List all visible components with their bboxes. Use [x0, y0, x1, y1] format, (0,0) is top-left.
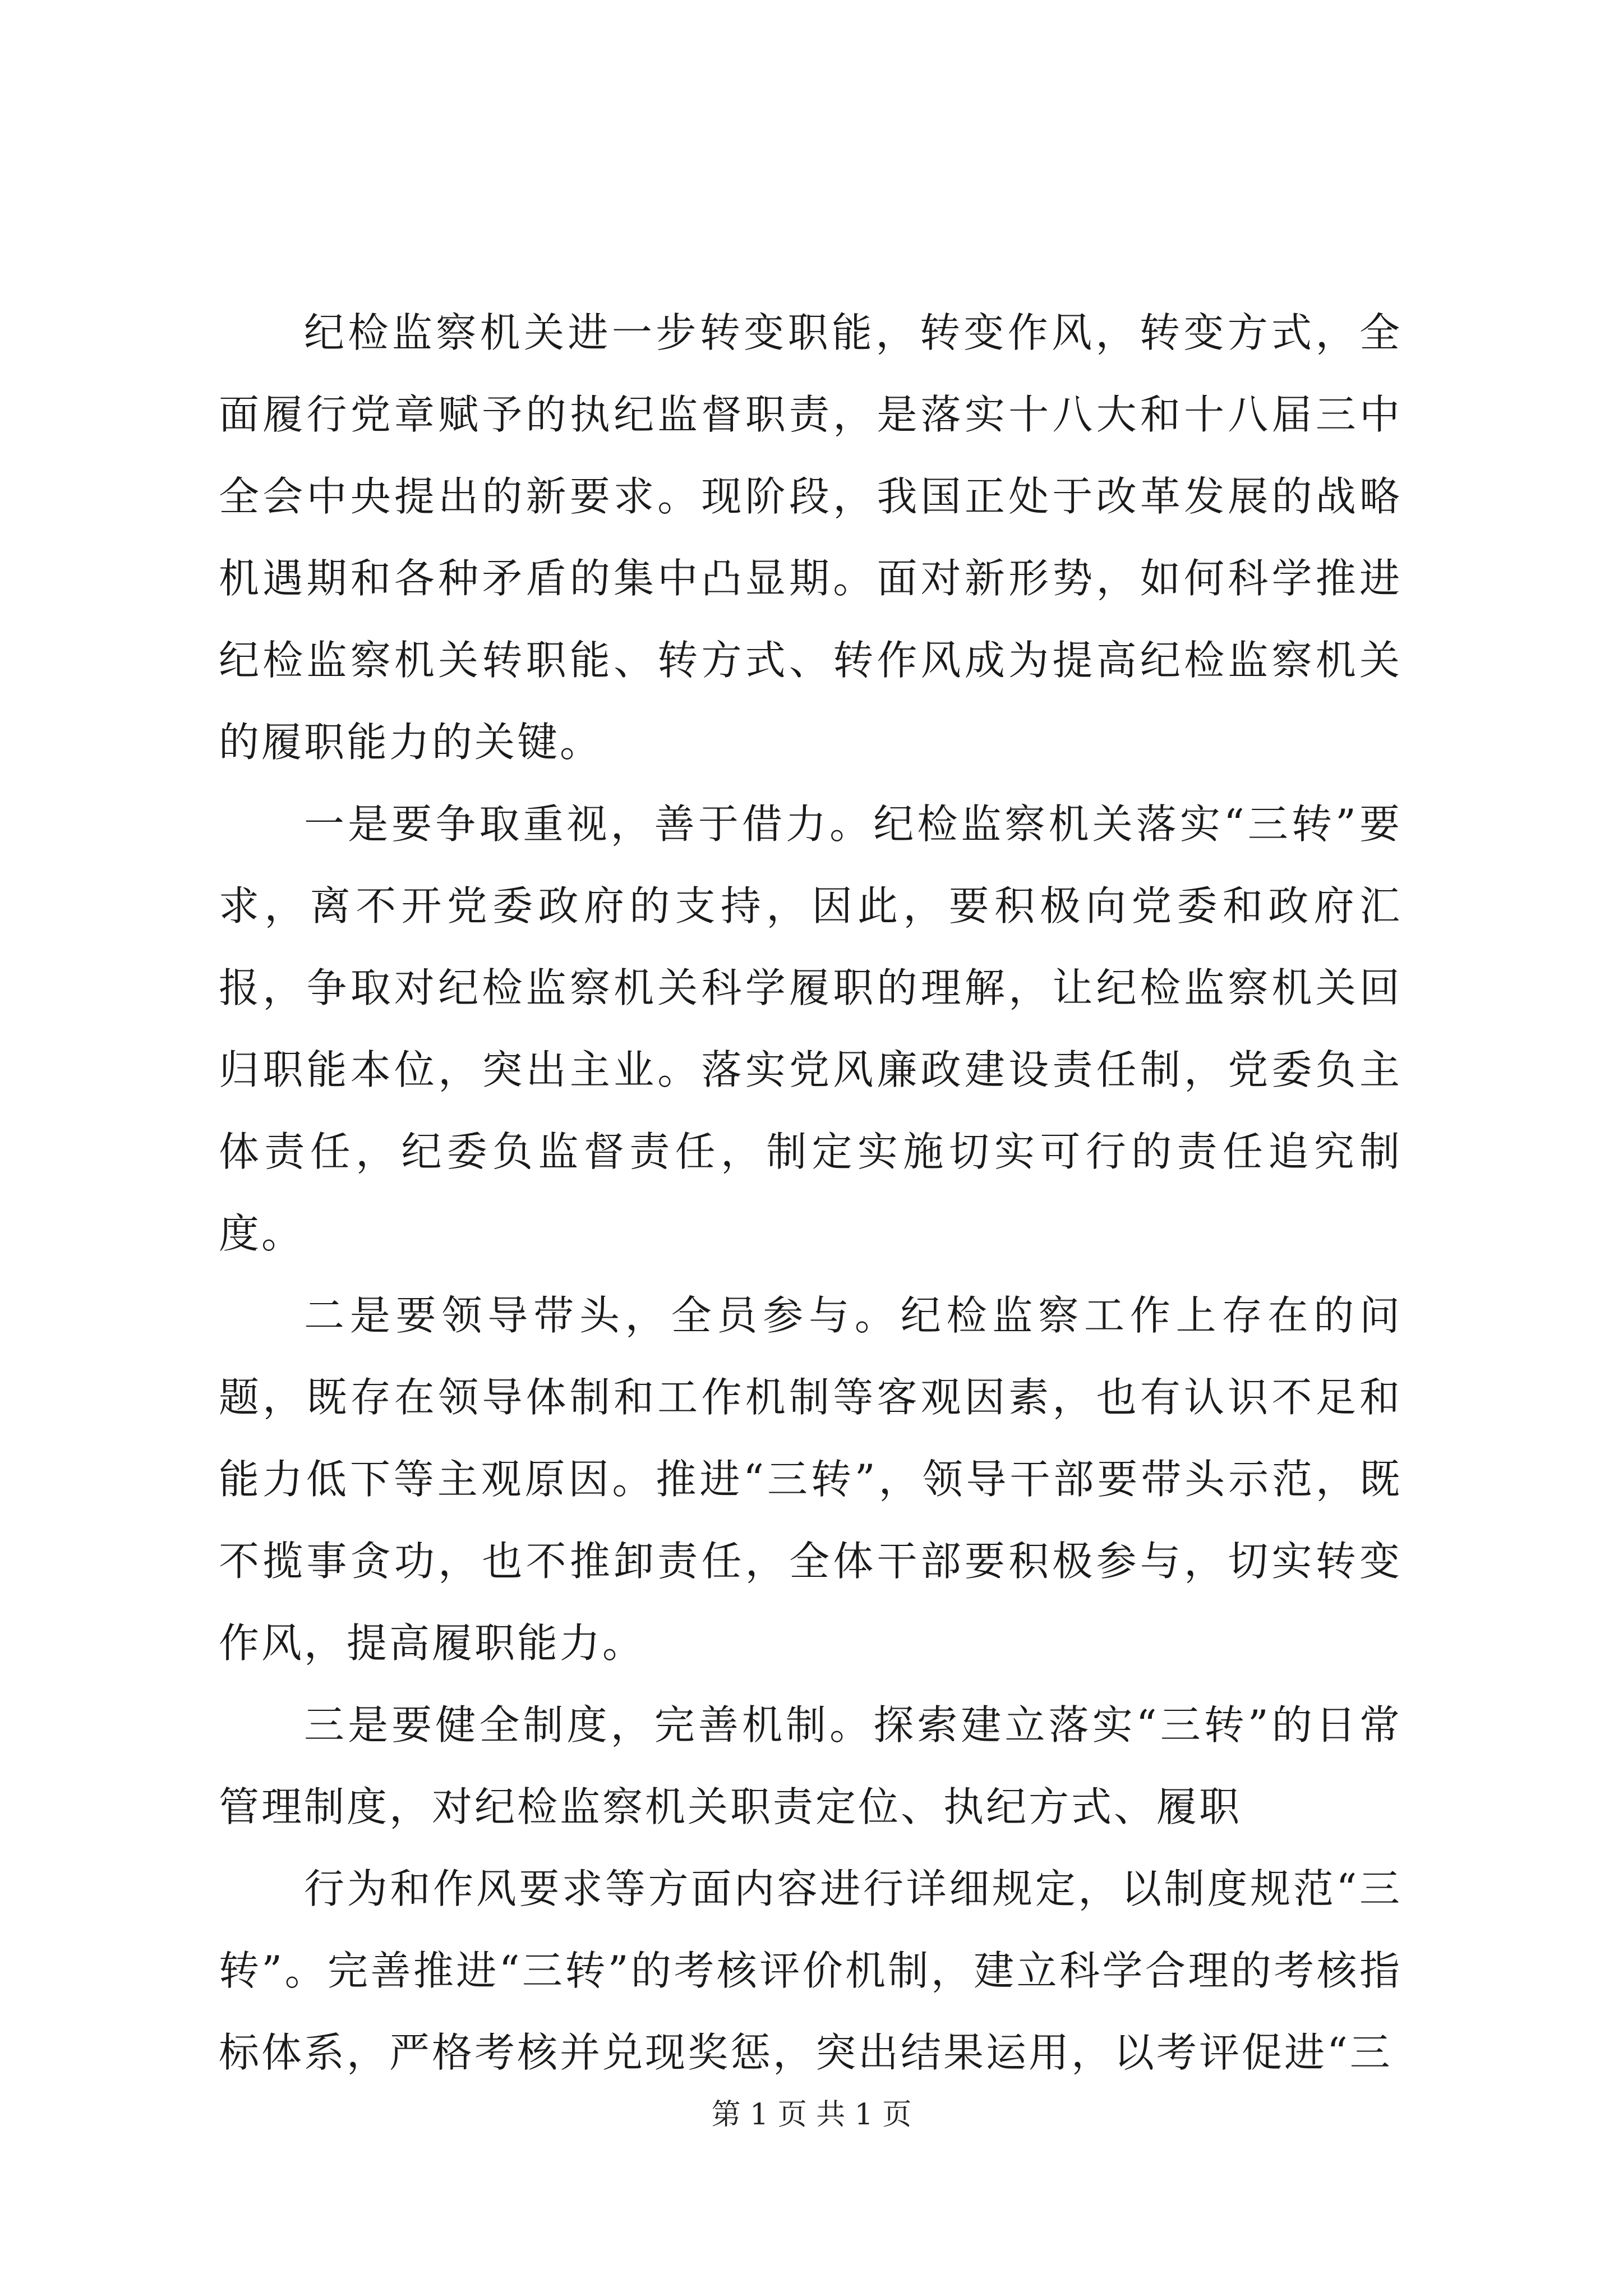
paragraph-intro: 纪检监察机关进一步转变职能，转变作风，转变方式，全面履行党章赋予的执纪监督职责，是落实十八大和十八届三中全会中央提出的新要求。现阶段，我国正处于改革发展的战略机遇期和各种矛盾的集中凸显期。面对新形势，如何科学推进纪检监察机关转职能、转方式、转作风成为提高纪检监察机关的履职能力的关键。: [219, 309, 1402, 766]
paragraph-point-two: 二是要领导带头，全员参与。纪检监察工作上存在的问题，既存在领导体制和工作机制等客观因素，也有认识不足和能力低下等主观原因。推进“三转”，领导干部要带头示范，既不揽事贪功，也不推卸责任，全体干部要积极参与，切实转变作风，提高履职能力。: [219, 1292, 1402, 1667]
document-body: [219, 292, 1402, 2093]
page-number-label: 第 1 页 共 1 页: [711, 2098, 912, 2132]
page-footer: [0, 2095, 1623, 2134]
paragraph-point-three: 三是要健全制度，完善机制。探索建立落实“三转”的日常管理制度，对纪检监察机关职责定位、执纪方式、履职: [219, 1701, 1402, 1830]
paragraph-point-one: 一是要争取重视，善于借力。纪检监察机关落实“三转”要求，离不开党委政府的支持，因此，要积极向党委和政府汇报，争取对纪检监察机关科学履职的理解，让纪检监察机关回归职能本位，突出主业。落实党风廉政建设责任制，党委负主体责任，纪委负监督责任，制定实施切实可行的责任追究制度。: [219, 800, 1402, 1257]
paragraph-point-three-continued: 行为和作风要求等方面内容进行详细规定，以制度规范“三转”。完善推进“三转”的考核评价机制，建立科学合理的考核指标体系，严格考核并兑现奖惩，突出结果运用，以考评促进“三: [219, 1865, 1402, 2076]
